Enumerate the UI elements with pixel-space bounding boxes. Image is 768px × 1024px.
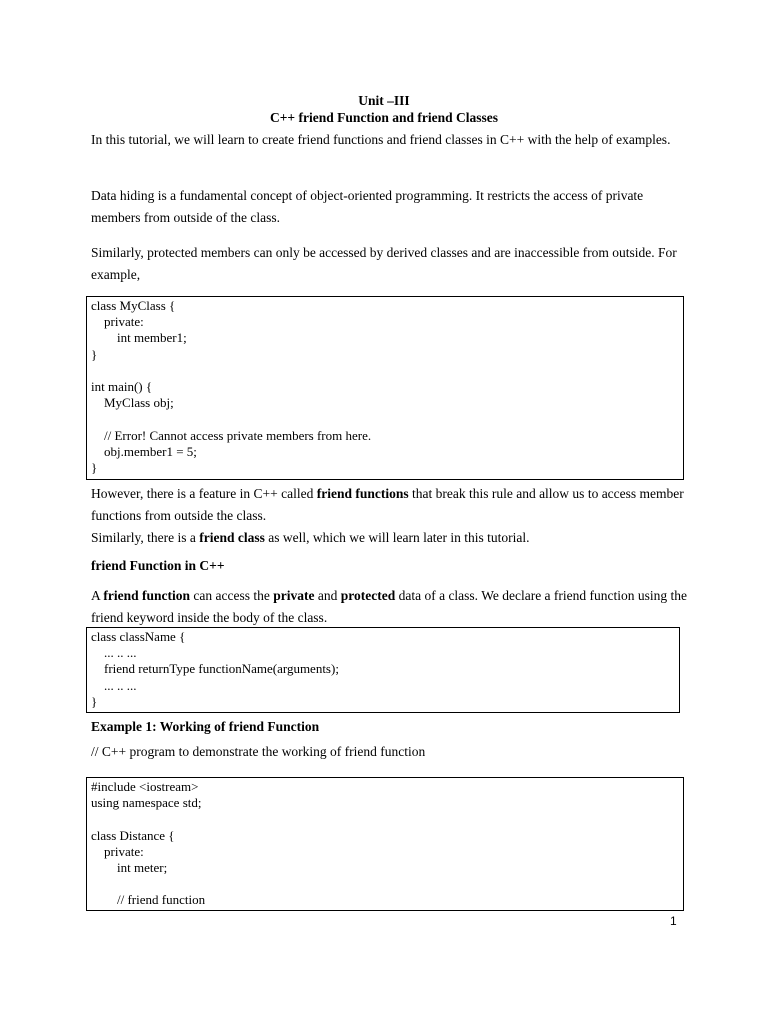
code-line [91,811,679,827]
code-line: } [91,693,98,709]
code-line: #include <iostream> [91,779,199,794]
code-line: // Error! Cannot access private members from here. [91,427,372,443]
code-line: ... .. ... [91,677,137,693]
unit-heading: Unit –III [358,93,410,108]
code-line [91,363,679,379]
code-line: ... .. ... [91,645,137,661]
code-line: } [91,459,98,475]
code-line: private: [91,314,144,330]
page-title: C++ friend Function and friend Classes [269,110,499,125]
code-block-friend-syntax [86,627,680,713]
friend-function-description: A friend function can access the private and protected data of a class. We declare a friend function using the friend keyword inside the body of the class. [91,588,688,625]
code-line: class MyClass { [91,298,176,313]
code-line: int main() { [91,378,153,394]
friend-class-term: friend class [199,530,265,545]
friend-functions-term: friend functions [316,486,409,501]
code-line: } [91,346,98,362]
code-block-myclass [86,296,684,480]
intro-paragraph-1: In this tutorial, we will learn to create friend functions and friend classes in C++ with the help of examples. [91,132,671,147]
code-line: // friend function [91,892,206,908]
code-line: class Distance { [91,827,175,843]
code-line [91,876,679,892]
code-line: MyClass obj; [91,395,174,411]
friend-class-paragraph: Similarly, there is a friend class as well, which we will learn later in this tutorial. [91,530,530,545]
code-line: obj.member1 = 5; [91,443,197,459]
example-1-heading: Example 1: Working of friend Function [91,719,320,734]
intro-paragraph-3: Similarly, protected members can only be accessed by derived classes and are inaccessible from outside. For example, [91,245,677,282]
code-line: class className { [91,629,186,644]
page-number: 1 [670,914,677,928]
code-line: private: [91,843,144,859]
section-heading-friend-function: friend Function in C++ [91,558,225,573]
code-line: int meter; [91,859,168,875]
code-line [91,411,679,427]
code-line: int member1; [91,330,187,346]
code-block-distance-class [86,777,684,911]
friend-functions-paragraph: However, there is a feature in C++ called friend functions that break this rule and allow us to access member functions from outside the class. [91,486,684,523]
code-line: friend returnType functionName(arguments); [91,661,339,677]
code-line: using namespace std; [91,795,202,811]
intro-paragraph-2: Data hiding is a fundamental concept of object-oriented programming. It restricts the access of private members from outside of the class. [91,188,644,225]
example-1-comment: // C++ program to demonstrate the working of friend function [91,744,426,759]
